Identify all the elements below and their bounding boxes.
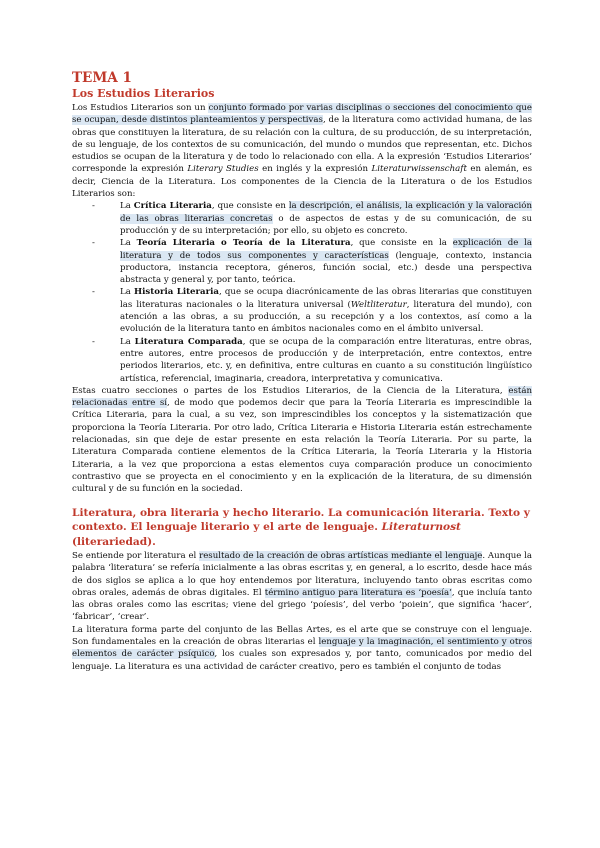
section-title-estudios: Los Estudios Literarios bbox=[72, 87, 215, 100]
highlight: conjunto formado por varias disciplinas o secciones del conocimiento que se ocupan, desde distintos planteamientos y perspectivas bbox=[72, 103, 533, 126]
highlight: la descripción, el análisis, la explicación y la valoración de las obras literarias concretas bbox=[120, 201, 533, 224]
components-list bbox=[72, 200, 532, 384]
highlight: lenguaje y la imaginación, el sentimiento y otros elementos de carácter psíquico bbox=[72, 637, 532, 660]
intro-paragraph: Los Estudios Literarios son un conjunto formado por varias disciplinas o secciones del conocimiento que se ocupan, desde distintos planteamientos y perspectivas, de la literatura como actividad humana, de las obras que constituyen la literatura, de su relación con la cultura, de su producción, de su interpretación, de su lenguaje, de los contextos de su comunicación, del mundo o mundos que representan, etc. Dichos estudios se ocupan de la literatura y de todo lo relacionado con ella. A la expresión ‘Estudios Literarios’ corresponde la expresión Literary Studies en inglés y la expresión Literaturwissenschaft en alemán, es decir, Ciencia de la Literatura. Los componentes de la Ciencia de la Literatura o de los Estudios Literarios son: bbox=[72, 103, 533, 200]
highlight: están relacionadas entre sí bbox=[72, 385, 532, 409]
list-item-critica: - La Crítica Literaria, que consiste en la descripción, el análisis, la explicación y la valoración de las obras literarias concretas o de aspectos de estas y de su comunicación, de su producción y de su interpretación; por ello, su objeto es concreto. bbox=[120, 200, 532, 237]
document-page bbox=[72, 70, 532, 673]
highlight: explicación de la literatura y de todos sus componentes y características bbox=[120, 238, 532, 261]
section-title-literatura: Literatura, obra literaria y hecho literario. La comunicación literaria. Texto y contexto. El lenguaje literario y el arte de lenguaje. Literaturnost (literariedad). bbox=[72, 506, 530, 548]
list-item-comparada: - La Literatura Comparada, que se ocupa de la comparación entre literaturas, entre obras, entre autores, entre procesos de producción y de interpretación, entre contextos, entre periodos literarios, etc. y, en definitiva, entre culturas en cuanto a su constitución lingüístico artística, referencial, imaginaria, creadora, interpretativa y comunicativa. bbox=[120, 336, 532, 385]
list-item-teoria: - La Teoría Literaria o Teoría de la Literatura, que consiste en la explicación de la literatura y de todos sus componentes y características (lenguaje, contexto, instancia productora, instancia receptora, géneros, función social, etc.) desde una perspectiva abstracta y general y, por tanto, teórica. bbox=[120, 237, 532, 286]
literatura-paragraph-1: Se entiende por literatura el resultado de la creación de obras artísticas mediante el lenguaje. Aunque la palabra ‘literatura’ se refería inicialmente a las obras escritas y, en general, a lo escrito, desde hace más de dos siglos se aplica a lo que hoy entendemos por literatura, incluyendo tanto obras escritas como obras orales, además de obras digitales. El término antiguo para literatura es ‘poesía’, que incluía tanto las obras orales como las escritas; viene del griego ‘poíesis’, del verbo ‘poiein’, que significa ‘hacer’, ‘fabricar’, ‘crear’. bbox=[72, 551, 532, 623]
highlight: resultado de la creación de obras artísticas mediante el lenguaje bbox=[199, 551, 483, 561]
literatura-paragraph-2: La literatura forma parte del conjunto de las Bellas Artes, es el arte que se construye con el lenguaje. Son fundamentales en la creación de obras literarias el lenguaje y la imaginación, el sentimiento y otros elementos de carácter psíquico, los cuales son expresados y, por tanto, comunicados por medio del lenguaje. La literatura es una actividad de carácter creativo, pero es también el conjunto de todas bbox=[72, 624, 532, 672]
summary-paragraph: Estas cuatro secciones o partes de los Estudios Literarios, de la Ciencia de la Literatura, están relacionadas entre sí, de modo que podemos decir que para la Teoría Literaria es imprescindible la Crítica Literaria, para la cual, a su vez, son imprescindibles los conceptos y la sistematización que proporciona la Teoría Literaria. Por otro lado, Crítica Literaria e Historia Literaria están estrechamente relacionadas, sin que deje de estar presente en esta relación la Teoría Literaria. Por su parte, la Literatura Comparada contiene elementos de la Crítica Literaria, la Teoría Literaria y la Historia Literaria, a la vez que proporciona a estas elementos cuya comparación produce un conocimiento contrastivo que se proyecta en el conocimiento y en la explicación de la literatura, de su dimensión cultural y de su función en la sociedad. bbox=[72, 385, 532, 495]
tema-heading: TEMA 1 bbox=[72, 70, 132, 86]
list-item-historia: - La Historia Literaria, que se ocupa diacrónicamente de las obras literarias que constituyen las literaturas nacionales o la literatura universal (Weltliteratur, literatura del mundo), con atención a las obras, a su producción, a su recepción y a los contextos, así como a la evolución de la literatura tanto en ámbitos nacionales como en el ámbito universal. bbox=[120, 286, 532, 335]
highlight: término antiguo para literatura es ‘poesía’ bbox=[264, 587, 452, 598]
